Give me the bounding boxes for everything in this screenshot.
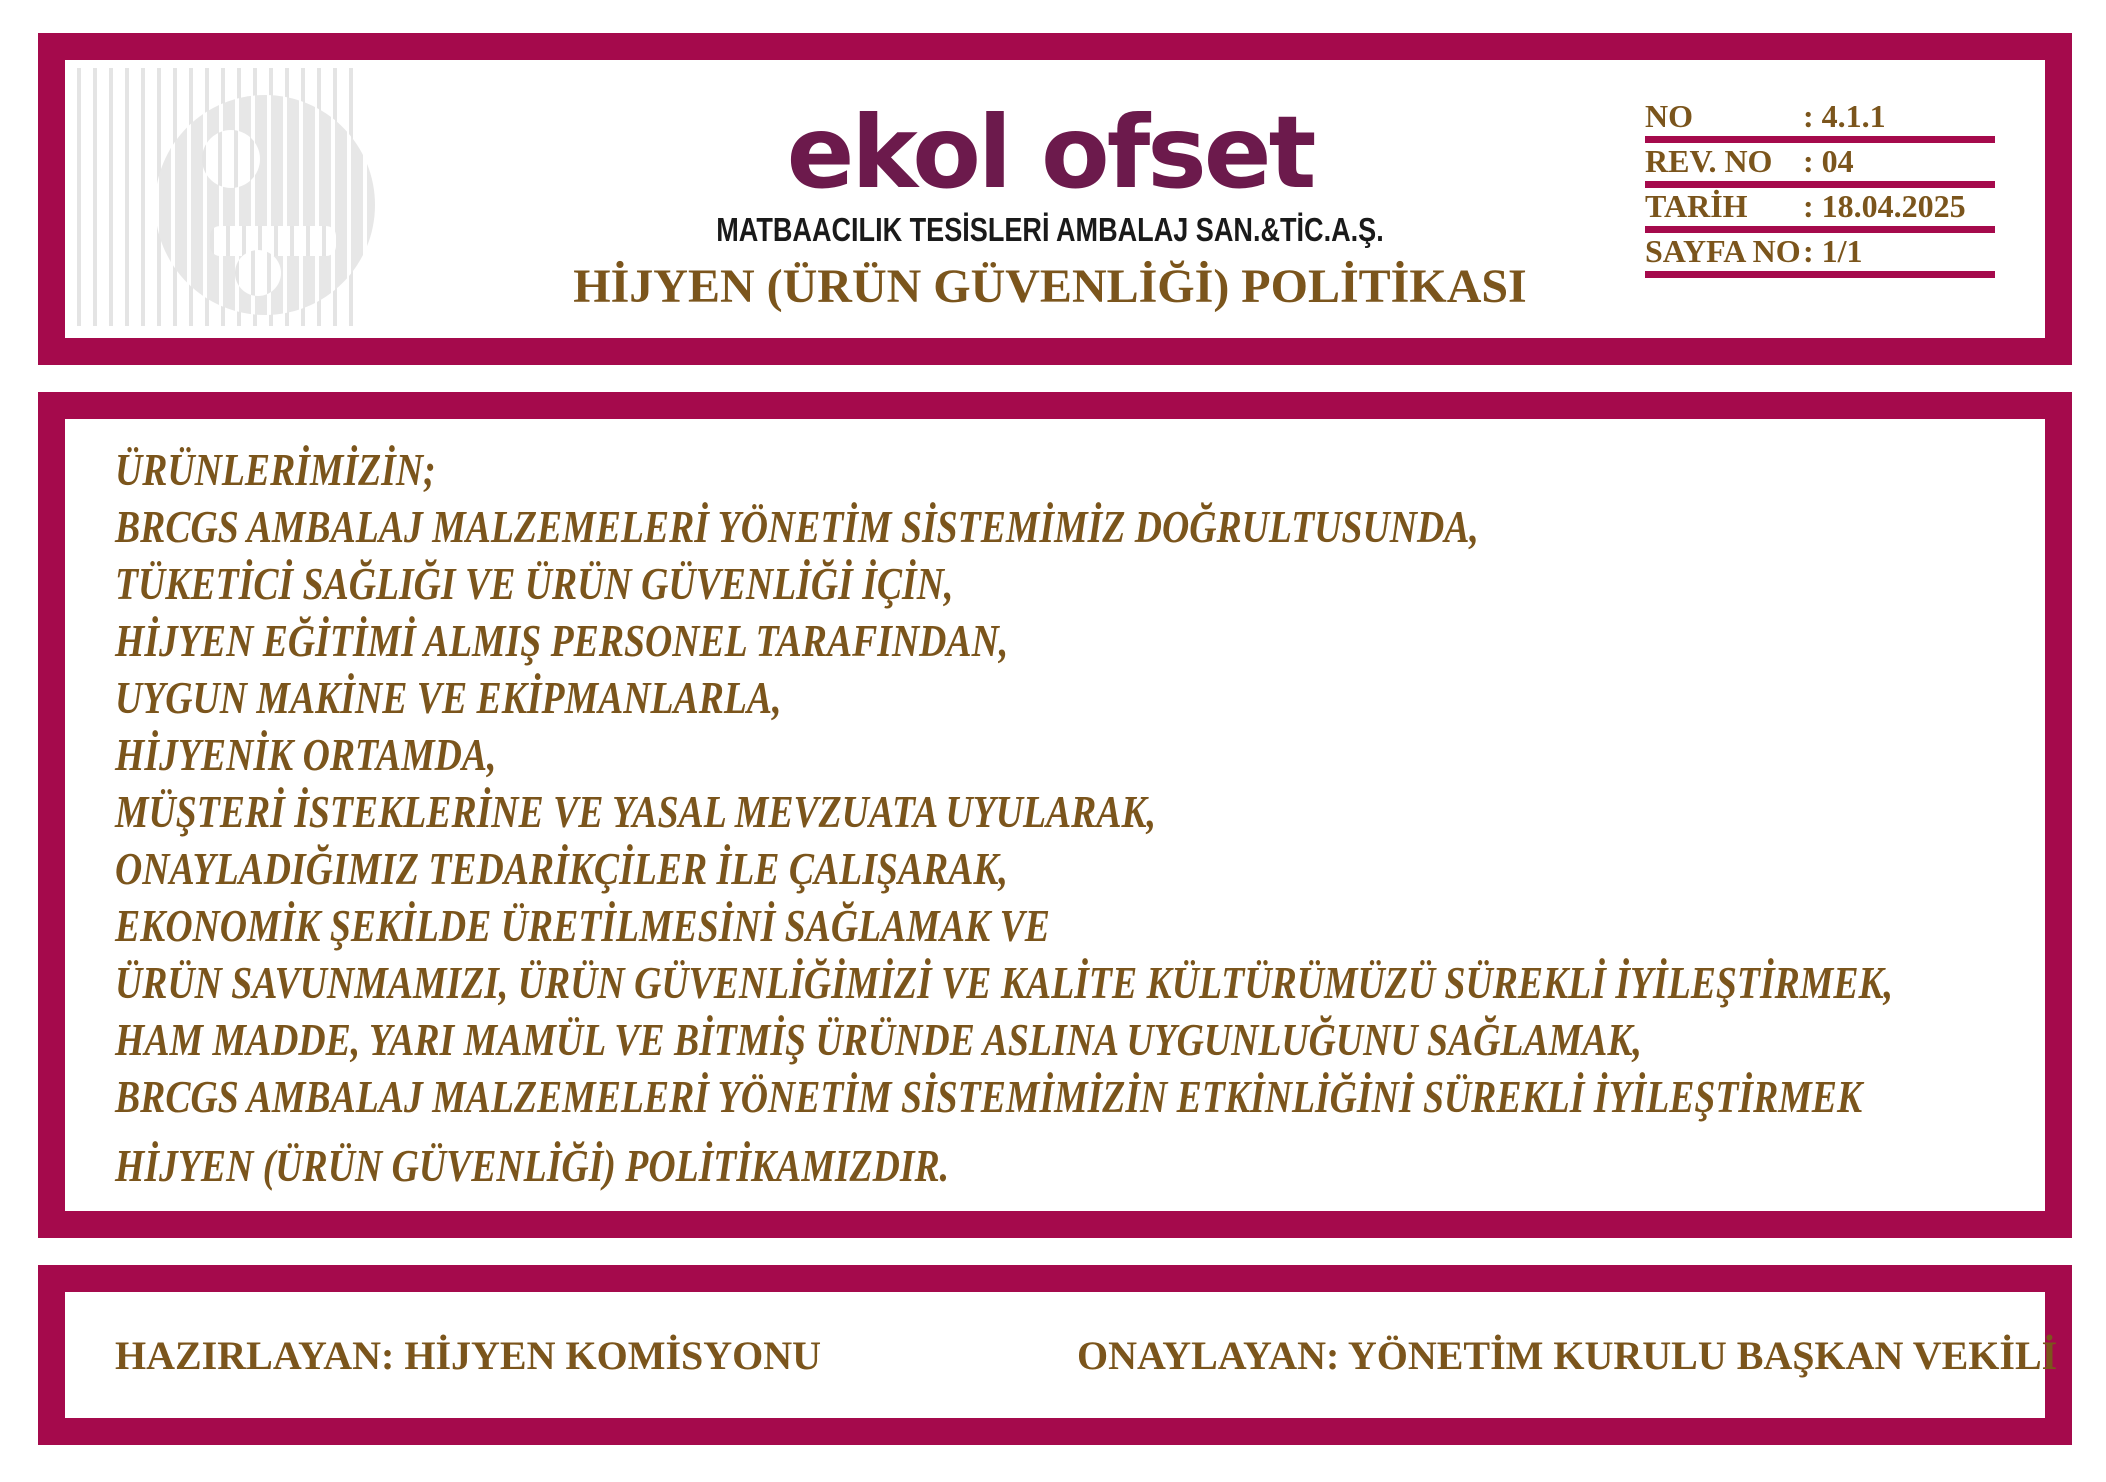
- policy-line: UYGUN MAKİNE VE EKİPMANLARLA,: [115, 672, 782, 723]
- watermark-inner-dot: [202, 130, 260, 188]
- header-box: [38, 33, 2072, 365]
- info-row-sayfa-no: [1645, 233, 1995, 278]
- info-label-no: NO: [1645, 98, 1693, 134]
- info-value-sayfa-no: : 1/1: [1803, 233, 1863, 269]
- info-row-tarih: [1645, 188, 1995, 233]
- document-title: HİJYEN (ÜRÜN GÜVENLİĞİ) POLİTİKASI: [573, 260, 1527, 313]
- info-label-tarih: TARİH: [1645, 188, 1748, 224]
- policy-line: ÜRÜN SAVUNMAMIZI, ÜRÜN GÜVENLİĞİMİZİ VE KALİTE KÜLTÜRÜMÜZÜ SÜREKLİ İYİLEŞTİRMEK,: [115, 957, 1894, 1008]
- watermark-inner-dot2: [235, 250, 281, 296]
- info-label-sayfa-no: SAYFA NO: [1645, 233, 1801, 269]
- brand-block: [500, 60, 1600, 316]
- info-value-rev-no: : 04: [1803, 143, 1854, 179]
- policy-line: EKONOMİK ŞEKİLDE ÜRETİLMESİNİ SAĞLAMAK VE: [115, 900, 1050, 951]
- policy-line: BRCGS AMBALAJ MALZEMELERİ YÖNETİM SİSTEMİMİZİN ETKİNLİĞİNİ SÜREKLİ İYİLEŞTİRMEK: [115, 1071, 1863, 1122]
- policy-closing-line: HİJYEN (ÜRÜN GÜVENLİĞİ) POLİTİKAMIZDIR.: [115, 1140, 950, 1191]
- company-subtitle: MATBAACILIK TESİSLERİ AMBALAJ SAN.&TİC.A.Ş.: [716, 211, 1384, 248]
- info-row-no: [1645, 98, 1995, 143]
- info-value-no: : 4.1.1: [1803, 98, 1886, 134]
- policy-line: MÜŞTERİ İSTEKLERİNE VE YASAL MEVZUATA UYULARAK,: [115, 786, 1157, 837]
- watermark-inner-band: [210, 226, 336, 256]
- company-watermark: [77, 68, 362, 326]
- policy-line: TÜKETİCİ SAĞLIĞI VE ÜRÜN GÜVENLİĞİ İÇİN,: [115, 558, 954, 609]
- policy-line: HAM MADDE, YARI MAMÜL VE BİTMİŞ ÜRÜNDE ASLINA UYGUNLUĞUNU SAĞLAMAK,: [115, 1014, 1642, 1065]
- policy-body-box: [38, 392, 2072, 1238]
- policy-line: ONAYLADIĞIMIZ TEDARİKÇİLER İLE ÇALIŞARAK,: [115, 843, 1008, 894]
- info-label-rev-no: REV. NO: [1645, 143, 1773, 179]
- signature-box: [38, 1265, 2072, 1445]
- prepared-by-label: HAZIRLAYAN: HİJYEN KOMİSYONU: [115, 1333, 822, 1378]
- policy-text: [115, 441, 2106, 1194]
- policy-line: HİJYEN EĞİTİMİ ALMIŞ PERSONEL TARAFINDAN,: [115, 615, 1009, 666]
- document-info-table: [1645, 98, 1995, 278]
- info-value-tarih: : 18.04.2025: [1803, 188, 1966, 224]
- policy-line: ÜRÜNLERİMİZİN;: [115, 444, 436, 495]
- policy-line: HİJYENİK ORTAMDA,: [115, 729, 497, 780]
- info-row-rev-no: [1645, 143, 1995, 188]
- policy-line: BRCGS AMBALAJ MALZEMELERİ YÖNETİM SİSTEMİMİZ DOĞRULTUSUNDA,: [115, 501, 1479, 552]
- company-logo: ekol ofset: [786, 94, 1314, 211]
- approved-by-label: ONAYLAYAN: YÖNETİM KURULU BAŞKAN VEKİLİ: [1077, 1333, 2058, 1378]
